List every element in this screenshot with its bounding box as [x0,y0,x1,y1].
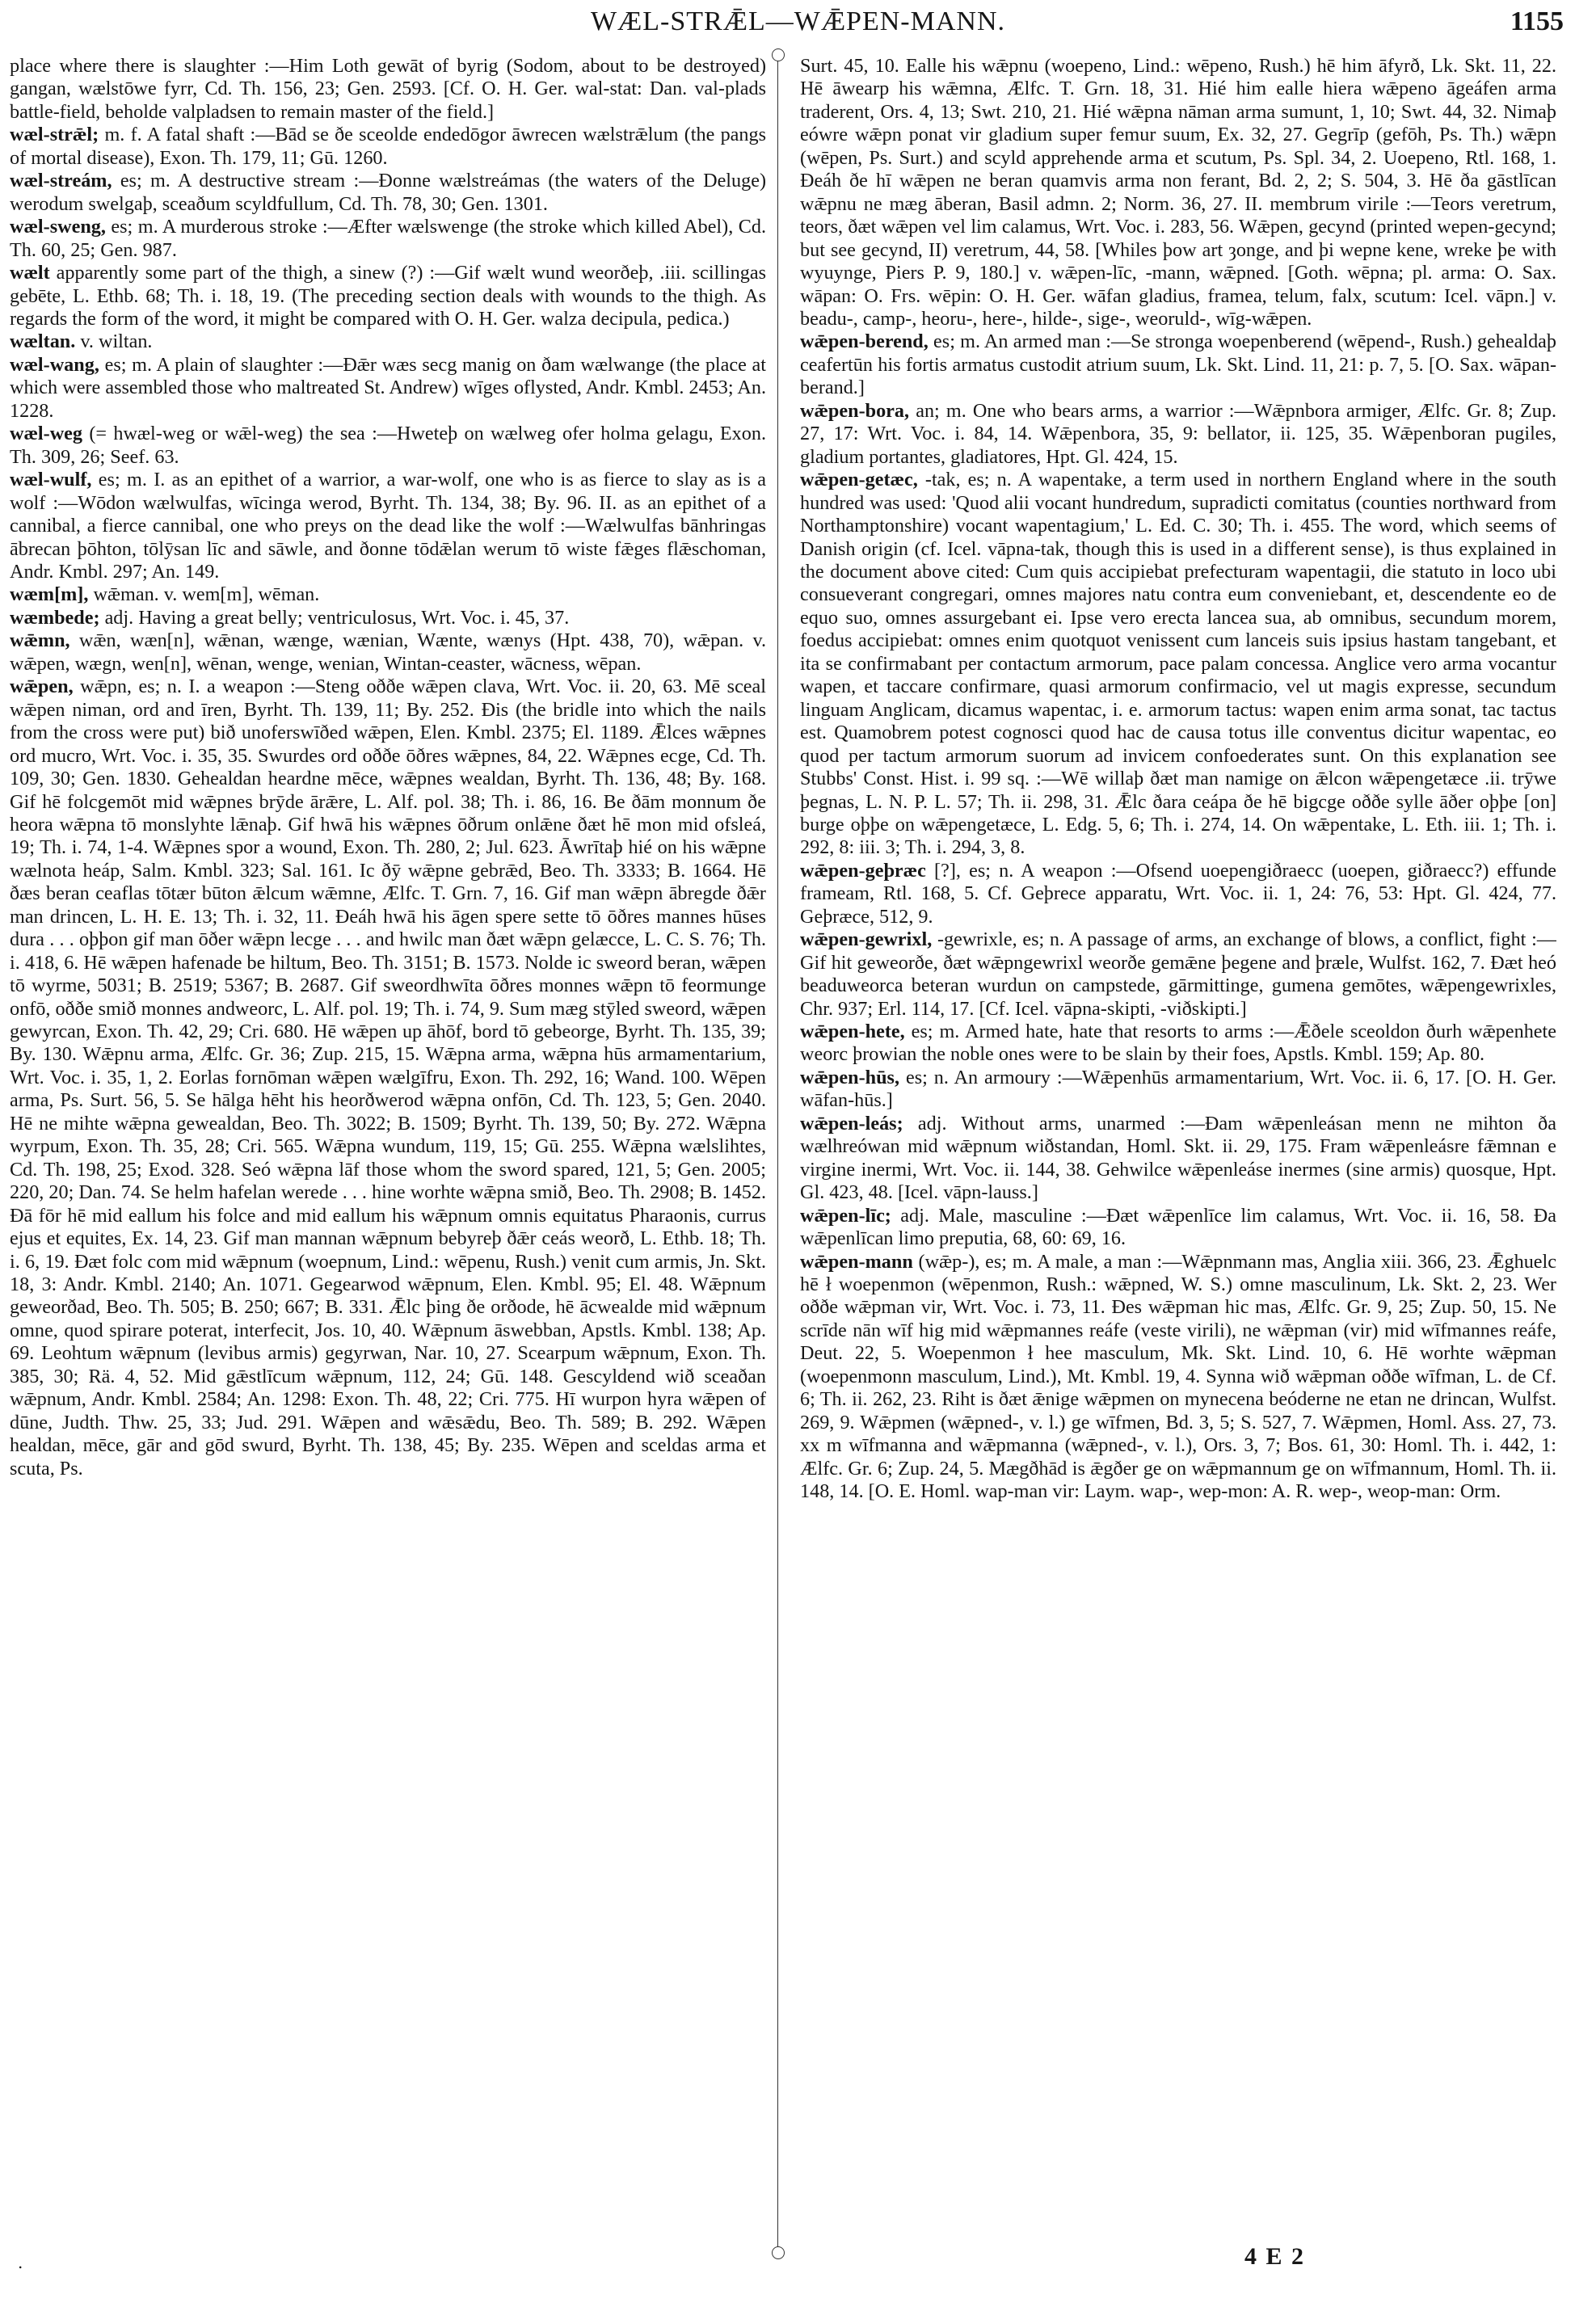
entry-headword: wǣpen-leás; [800,1112,903,1134]
dictionary-entry [800,1067,1556,1113]
entry-definition: adj. Male, masculine :—Ðæt wǣpenlīce lim calamus, Wrt. Voc. ii. 16, 58. Ða wǣpenlīcan limo preputia, 68, 60: 69, 16. [800,1204,1556,1250]
entry-headword: wǣpen-berend, [800,330,929,353]
dictionary-entry [800,928,1556,1021]
entry-headword: wǣpen-mann [800,1250,913,1273]
dictionary-entry [800,1251,1556,1504]
entry-definition: m. f. A fatal shaft :—Bād se ðe sceolde endedōgor āwrecen wælstrǣlum (the pangs of mortal disease), Exon. Th. 179, 11; Gū. 1260. [10,124,766,169]
entry-definition: (= hwæl-weg or wǣl-weg) the sea :—Hweteþ on wælweg ofer holma gelagu, Exon. Th. 309, 26; Seef. 63. [10,423,766,468]
entry-definition: apparently some part of the thigh, a sinew (?) :—Gif wælt wund weorðeþ, .iii. scillingas gebēte, L. Ethb. 68; Th. i. 18, 19. (The preceding section deals with wounds to the thigh. As regards the form of the word, it might be compared with O. H. Ger. walza decipula, pedica.) [10,262,766,330]
entry-headword: wæl-streám, [10,170,112,192]
dictionary-entry [10,354,766,423]
entry-headword: wǣpen, [10,676,74,698]
entry-definition: es; m. I. as an epithet of a warrior, a war-wolf, one who is as fierce to slay as is a wolf :—Wōdon wælwulfas, wīcinga werod, Byrht. Th. 134, 38; By. 96. II. as an epithet of a cannibal, a fierce cannibal, one who preys on the dead like the wolf :—Wælwulfas bānhringas ābrecan þōhton, tōlȳsan līc and sāwle, and ðonne tōdǣlan werum tō wiste fǣges flǣschoman, Andr. Kmbl. 297; An. 149. [10,469,766,583]
entry-definition: adj. Without arms, unarmed :—Ðam wǣpenleásan menn ne mihton ða wælhreówan mid wǣpnum wiðstandan, Homl. Skt. ii. 29, 175. Fram wǣpenleásre fǣmnan e virgine inermi, Wrt. Voc. ii. 144, 38. Gehwilce wǣpenleáse inermes (sine armis) quosque, Hpt. Gl. 423, 48. [Icel. vāpn-lauss.] [800,1112,1556,1204]
dictionary-entry [10,423,766,469]
entry-headword: wǣmn, [10,629,70,652]
entry-definition: wǣn, wæn[n], wǣnan, wænge, wænian, Wænte, wænys (Hpt. 438, 70), wǣpan. v. wǣpen, wægn, wen[n], wēnan, wenge, wenian, Wintan-ceaster, wācness, wēpan. [10,629,766,675]
dictionary-entry [800,400,1556,469]
entry-definition: v. wiltan. [80,330,153,353]
entry-headword: wæl-strǣl; [10,124,99,146]
entry-definition: adj. Having a great belly; ventriculosus, Wrt. Voc. i. 45, 37. [104,606,570,629]
entry-headword: wæl-wulf, [10,469,92,491]
column-divider [777,55,778,2253]
left-column [10,55,766,2253]
entry-definition: wǣpn, es; n. I. a weapon :—Steng oððe wǣpen clava, Wrt. Voc. ii. 20, 63. Mē sceal wǣpen niman, ord and īren, Byrht. Th. 139, 11; By. 252. Ðis (the bridle into which the nails from the cross were put) bið unoferswīðed wǣpen, Elen. Kmbl. 2375; El. 1189. Ǣlces wǣpnes ord mucro, Wrt. Voc. i. 35, 35. Swurdes ord oððe ōðres wǣpnes, 84, 22. Wǣpnes ecge, Cd. Th. 109, 30; Gen. 1830. Gehealdan heardne mēce, wǣpnes wealdan, Byrht. Th. 136, 48; By. 168. Gif hē folcgemōt mid wǣpnes brȳde ārǣre, L. Alf. pol. 38; Th. i. 86, 16. Be ðām monnum ðe heora wǣpna tō monslyhte lǣnaþ. Gif hwā his wǣpnes ōðrum onlǣne ðæt hē mon mid ofsleá, 19; Th. i. 74, 1-4. Wǣpnes spor a wound, Exon. Th. 280, 2; Jul. 623. Āwrītaþ hié on his wǣpne wælnota heáp, Salm. Kmbl. 323; Sal. 161. Ic ðȳ wǣpne gebrǣd, Beo. Th. 3333; B. 1664. Hē ðæs beran ceaflas tōtær būton ǣlcum wǣmne, Ælfc. T. Grn. 7, 16. Gif man wǣpn ābregde ðǣr man drincen, L. H. E. 13; Th. i. 32, 11. Ðeáh hwā his āgen spere sette tō ōðres mannes hūses dura . . . oþþon gif man ōðer wǣpn lecge . . . and hwilc man ðæt wǣpn gelæcce, L. C. S. 76; Th. i. 418, 6. Hē wǣpen hafenade be hiltum, Beo. Th. 3151; B. 1573. Nolde ic sweord beran, wǣpen tō wyrme, 5031; B. 2519; 5367; B. 2687. Gif sweordhwīta ōðres monnes wǣpn tō feormunge onfō, oððe smið monnes andweorc, L. Alf. pol. 19; Th. i. 74, 9. Sum mæg stȳled sweord, wǣpen gewyrcan, Exon. Th. 42, 29; Cri. 680. Hē wǣpen up āhōf, bord tō gebeorge, Byrht. Th. 135, 39; By. 130. Wǣpnu arma, Ælfc. Gr. 36; Zup. 215, 15. Wǣpna arma, wǣpna hūs armamentarium, Wrt. Voc. i. 35, 1, 2. Eorlas fornōman wǣpen wælgīfru, Exon. Th. 292, 16; Wand. 100. Wēpen arma, Ps. Surt. 56, 5. Se hālga hēht his heorðwerod wǣpna onfōn, Cd. Th. 123, 5; Gen. 2040. Hē ne mihte wǣpna gewealdan, Beo. Th. 3022; B. 1509; Byrht. Th. 139, 50; By. 272. Wǣpna wyrpum, Exon. Th. 35, 28; Cri. 565. Wǣpna wundum, 119, 15; Gū. 255. Wǣpna wælslihtes, Cd. Th. 198, 25; Exod. 328. Seó wǣpna lāf those whom the sword spared, 121, 5; Gen. 2005; 220, 20; Dan. 74. Se helm hafelan werede . . . hine worhte wǣpna smið, Beo. Th. 2908; B. 1452. Ðā fōr hē mid eallum his folce and mid eallum his wǣpnum omnis equitatus Pharaonis, currus ejus et equites, Ex. 14, 23. Gif man mannan wǣpnum bebyreþ ðǣr ceás weorð, L. Ethb. 18; Th. i. 6, 19. Ðæt folc com mid wǣpnum (woepnum, Lind.: wēpenu, Rush.) venit cum armis, Jn. Skt. 18, 3: Andr. Kmbl. 2140; An. 1071. Gegearwod wǣpnum, Elen. Kmbl. 95; El. 48. Wǣpnum geweorðad, Beo. Th. 505; B. 250; 667; B. 331. Ǣlc þing ðe orðode, hē ācwealde mid wǣpnum omne, quod spirare poterat, interfecit, Jos. 10, 40. Wǣpnum āswebban, Apstls. Kmbl. 138; Ap. 69. Leohtum wǣpnum (levibus armis) gegyrwan, Nar. 10, 27. Scearpum wǣpnum, Exon. Th. 385, 30; Rä. 4, 52. Mid gǣstlīcum wǣpnum, 112, 24; Gū. 148. Gescyldend wið sceaðan wǣpnum, Andr. Kmbl. 2584; An. 1298: Exon. Th. 48, 22; Cri. 775. Hī wurpon hyra wǣpen of dūne, Judth. Thw. 25, 33; Jud. 291. Wǣpen and wǣsǣdu, Beo. Th. 589; B. 292. Wǣpen healdan, mēce, gār and gōd swurd, Byrht. Th. 138, 45; By. 235. Wēpen and sceldas arma et scuta, Ps. [10,676,766,1480]
dictionary-entry [800,330,1556,399]
entry-definition: [?], es; n. A weapon :—Ofsend uoepengiðraecc (uoepen, giðraecc?) effunde frameam, Rtl. 168, 5. Cf. Geþrece apparatu, Wrt. Voc. ii. 1, 24: 76, 53: Hpt. Gl. 424, 77. Geþræce, 512, 9. [800,859,1556,928]
dictionary-entry [10,629,766,676]
entry-headword: wæmbede; [10,606,100,629]
entry-headword: wǣpen-getæc, [800,469,918,491]
bottom-ornament [772,2246,785,2259]
dictionary-entry [10,330,766,353]
dictionary-entry [10,583,766,606]
entry-definition: es; n. An armoury :—Wǣpenhūs armamentarium, Wrt. Voc. ii. 6, 17. [O. H. Ger. wāfan-hūs.] [800,1066,1556,1112]
entry-definition: place where there is slaughter :—Him Loth gewāt of byrig (Sodom, about to be destroyed) gangan, wælstōwe fyrr, Cd. Th. 156, 23; Gen. 2593. [Cf. O. H. Ger. wal-stat: Dan. val-plads battle-field, beholde valpladsen to remain master of the field.] [10,55,766,123]
dictionary-entry [800,469,1556,860]
entry-definition: an; m. One who bears arms, a warrior :—Wǣpnbora armiger, Ælfc. Gr. 8; Zup. 27, 17: Wrt. Voc. i. 84, 14. Wǣpenbora, 35, 9: bellator, ii. 125, 35. Wǣpenboran pugiles, gladium portantes, gladiatores, Hpt. Gl. 424, 15. [800,399,1556,468]
dictionary-entry [800,1205,1556,1251]
entry-definition: -gewrixle, es; n. A passage of arms, an exchange of blows, a conflict, fight :—Gif hit geweorðe, ðæt wǣpngewrixl weorðe gemǣne þegene and þræle, Wulfst. 162, 7. Ðæt heó beaduweorca beteran wurdun on campstede, gārmittinge, gumena gemōtes, wǣpengewrixles, Chr. 937; Erl. 114, 17. [Cf. Icel. vāpna-skipti, -viðskipti.] [800,928,1556,1020]
dictionary-entry [10,676,766,1480]
entry-headword: wǣpen-bora, [800,399,910,422]
dictionary-entry [10,55,766,124]
entry-headword: wǣpen-hūs, [800,1066,899,1088]
top-ornament [772,48,785,61]
entry-definition: es; m. Armed hate, hate that resorts to arms :—Ǣðele sceoldon ðurh wǣpenhete weorc þrowian the noble ones were to be slain by their foes, Apstls. Kmbl. 159; Ap. 80. [800,1021,1556,1066]
entry-headword: wæm[m], [10,583,89,606]
entry-headword: wǣpen-geþræc [800,859,926,882]
dictionary-entry [800,860,1556,928]
signature-mark: 4 E 2 [1244,2243,1305,2270]
entry-definition: es; m. A destructive stream :—Ðonne wælstreámas (the waters of the Deluge) werodum swelgaþ, sceaðum scyldfullum, Cd. Th. 78, 30; Gen. 1301. [10,170,766,215]
entry-definition: (wǣp-), es; m. A male, a man :—Wǣpnmann mas, Anglia xiii. 366, 23. Ǣghuelc hē ł woepenmon (wēpenmon, Rush.: wǣpned, W. S.) omne masculinum, Lk. Skt. 2, 23. Wer oððe wǣpman vir, Wrt. Voc. i. 73, 11. Ðes wǣpman hic mas, Ælfc. Gr. 9, 25; Zup. 50, 15. Ne scrīde nān wīf hig mid wǣpmannes reáfe (veste virili), ne wǣpman (vir) mid wīfmannes reáfe, Deut. 22, 5. Woepenmon ł hee masculum, Mk. Skt. Lind. 10, 6. Hē worhte wǣpman (woepenmonn masculum, Lind.), Mt. Kmbl. 19, 4. Synna wið wǣpman oððe wīfman, L. de Cf. 6; Th. ii. 262, 23. Riht is ðæt ǣnige wǣpmen on mynecena beóderne ne etan ne drincan, Wulfst. 269, 9. Wǣpmen (wǣpned-, v. l.) ge wīfmen, Bd. 3, 5; S. 527, 7. Wǣpmen, Homl. Ass. 27, 73. xx m wīfmanna and wǣpmanna (wǣpned-, v. l.), Ors. 3, 7; Bos. 61, 30: Homl. Th. i. 442, 1: Ælfc. Gr. 6; Zup. 24, 5. Mægðhād is ǣgðer ge on wǣpmannum ge on wīfmannum, Homl. Th. ii. 148, 14. [O. E. Homl. wap-man vir: Laym. wap-, wep-mon: A. R. wep-, weop-man: Orm. [800,1250,1556,1503]
dictionary-entry [10,262,766,330]
entry-headword: wæl-wang, [10,353,99,376]
dictionary-entry [800,1113,1556,1205]
entry-headword: wæl-weg [10,423,83,445]
page-header [0,6,1596,52]
entry-definition: wǣman. v. wem[m], wēman. [93,583,320,606]
entry-definition: es; m. A plain of slaughter :—Ðǣr wæs secg manig on ðam wælwange (the place at which were assembled those who maltreated St. Andrew) wīges oflysted, Andr. Kmbl. 2453; An. 1228. [10,353,766,422]
entry-definition: es; m. An armed man :—Se stronga woepenberend (wēpend-, Rush.) gehealdaþ ceafertūn his fortis armatus custodit atrium suum, Lk. Skt. Lind. 11, 21: p. 7, 5. [O. Sax. wāpan-berand.] [800,330,1556,399]
entry-headword: wæltan. [10,330,76,353]
dictionary-entry [10,124,766,170]
entry-definition: -tak, es; n. A wapentake, a term used in northern England where in the south hundred was used: 'Quod alii vocant hundredum, supradicti comitatus (counties northward from Northamptonshire) vocant wapentagium,' L. Ed. C. 30; Th. i. 455. The word, which seems of Danish origin (cf. Icel. vāpna-tak, though this is used in a different sense), is thus explained in the document above cited: Cum quis accipiebat prefecturam wapentagii, die statuto in loco ubi consueverant congregari, omnes majores natu contra eum conveniebant, et, descendente eo de equo suo, omnes assurgebant ei. Ipse vero erecta lancea sua, ab omnibus, secundum morem, foedus accipiebat: omnes enim quotquot venissent cum lanceis suis ipsius hastam tangebant, et ita se confirmabant per contactum armorum, pace palam concessa. Anglice vero arma vocantur wapen, et taccare confirmare, quasi armorum confirmacio, vel ut magis expresse, secundum linguam Anglicam, dicamus wapentac, i. e. armorum tactus: wapen enim arma sonat, tac tactus est. Quamobrem potest cognosci quod hac de causa totus ille conventus dicitur wapentac, eo quod per tactum armorum suorum ad invicem confoederates sunt. On this explanation see Stubbs' Const. Hist. i. 99 sq. :—Wē willaþ ðæt man namige on ǣlcon wǣpengetæce .ii. trȳwe þegnas, L. N. P. L. 57; Th. ii. 298, 31. Ǣlc ðara ceápa ðe hē bigcge oððe sylle āðer oþþe [on] burge oþþe on wǣpengetæce, L. Edg. 5, 6; Th. i. 274, 14. On wǣpentake, L. Eth. iii. 1; Th. i. 292, 8: iii. 3; Th. i. 294, 3, 8. [800,469,1556,859]
entry-headword: wælt [10,262,50,284]
page-number: 1155 [1510,6,1564,36]
dictionary-entry [10,607,766,629]
dictionary-entry [10,469,766,583]
entry-definition: Surt. 45, 10. Ealle his wǣpnu (woepeno, Lind.: wēpeno, Rush.) hē him āfyrð, Lk. Skt. 11, 22. Hē āwearp his wǣmna, Ælfc. T. Grn. 18, 31. Hié him ealle hiera wǣpeno āgeáfen arma traderent, Ors. 4, 13; Swt. 210, 21. Hié wǣpna nāman arma sumunt, 1, 10; Swt. 44, 32. Nimaþ eówre wǣpn ponat vir gladium super femur suum, Ex. 32, 27. Gegrīp (gefōh, Ps. Th.) wǣpn (wēpen, Ps. Surt.) and scyld apprehende arma et scutum, Ps. Spl. 34, 2. Uoepeno, Rtl. 168, 1. Ðeáh ðe hī wǣpen ne beran quamvis arma non ferant, Bd. 2, 2; S. 504, 3. Hē ða gāstlīcan wǣpnu ne mæg āberan, Basil admn. 2; Norm. 36, 27. II. membrum virile :—Teors veretrum, teors, ðæt wǣpen vel lim calamus, Wrt. Voc. i. 283, 56. Wǣpen, gecynd (printed wepen-gecynd; but see gecynd, II) veretrum, 44, 58. [Whiles þow art ȝonge, and þi wepne kene, wreke þe with wyuynge, Piers P. 9, 180.] v. wǣpen-līc, -mann, wǣpned. [Goth. wēpna; pl. arma: O. Sax. wāpan: O. Frs. wēpin: O. H. Ger. wāfan gladius, framea, telum, falx, scutum: Icel. vāpn.] v. beadu-, camp-, heoru-, here-, hilde-, sige-, weoruld-, wīg-wǣpen. [800,55,1556,330]
page-mark: . [18,2253,23,2272]
dictionary-entry [800,55,1556,330]
dictionary-entry [10,216,766,262]
entry-definition: es; m. A murderous stroke :—Æfter wælswenge (the stroke which killed Abel), Cd. Th. 60, 25; Gen. 987. [10,216,766,261]
dictionary-entry [800,1021,1556,1067]
entry-headword: wǣpen-līc; [800,1204,891,1227]
right-column [800,55,1556,2253]
entry-headword: wǣpen-gewrixl, [800,928,933,951]
dictionary-entry [10,170,766,216]
running-title: WÆL-STRǢL—WǢPEN-MANN. [590,6,1006,36]
entry-headword: wǣpen-hete, [800,1021,905,1043]
entry-headword: wæl-sweng, [10,216,106,238]
